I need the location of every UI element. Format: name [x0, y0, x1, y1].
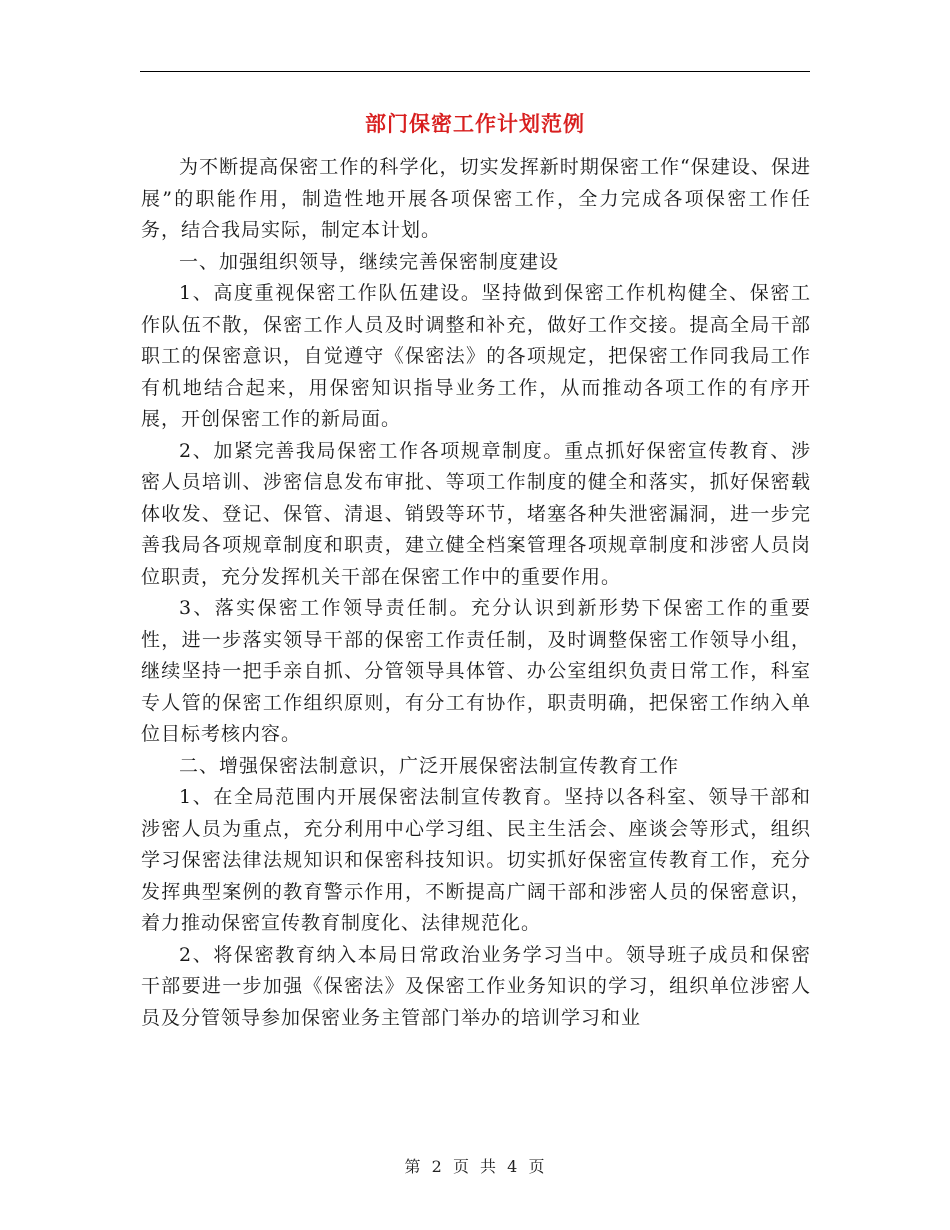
document-body [141, 152, 811, 1034]
page-footer [0, 1154, 950, 1177]
document-title: 部门保密工作计划范例 [365, 111, 585, 136]
footer-total-pages: 4 [507, 1157, 519, 1176]
footer-prefix: 第 [404, 1157, 422, 1176]
section-heading-2: 二、增强保密法制意识，广泛开展保密法制宣传教育工作 [179, 754, 680, 777]
paragraph-2-2: 2、将保密教育纳入本局日常政治业务学习当中。领导班子成员和保密干部要进一步加强《保密法》及保密工作业务知识的学习，组织单位涉密人员及分管领导参加保密业务主管部门举办的培训学习和业 [141, 943, 811, 1029]
paragraph-1-3: 3、落实保密工作领导责任制。充分认识到新形势下保密工作的重要性，进一步落实领导干部的保密工作责任制，及时调整保密工作领导小组，继续坚持一把手亲自抓、分管领导具体管、办公室组织负责日常工作，科室专人管的保密工作组织原则，有分工有协作，职责明确，把保密工作纳入单位目标考核内容。 [141, 597, 811, 745]
paragraph-1-1: 1、高度重视保密工作队伍建设。坚持做到保密工作机构健全、保密工作队伍不散，保密工作人员及时调整和补充，做好工作交接。提高全局干部职工的保密意识，自觉遵守《保密法》的各项规定，把保密工作同我局工作有机地结合起来，用保密知识指导业务工作，从而推动各项工作的有序开展，开创保密工作的新局面。 [141, 282, 811, 430]
footer-page-unit: 页 [452, 1157, 470, 1176]
paragraph-1-2: 2、加紧完善我局保密工作各项规章制度。重点抓好保密宣传教育、涉密人员培训、涉密信息发布审批、等项工作制度的健全和落实，抓好保密载体收发、登记、保管、清退、销毁等环节，堵塞各种失泄密漏洞，进一步完善我局各项规章制度和职责，建立健全档案管理各项规章制度和涉密人员岗位职责，充分发挥机关干部在保密工作中的重要作用。 [141, 439, 811, 588]
footer-page-number: 2 [431, 1157, 443, 1176]
paragraph-intro: 为不断提高保密工作的科学化，切实发挥新时期保密工作“保建设、保进展”的职能作用，制造性地开展各项保密工作，全力完成各项保密工作任务，结合我局实际，制定本计划。 [141, 156, 811, 241]
footer-total-prefix: 共 [480, 1157, 498, 1176]
footer-total-unit: 页 [528, 1157, 546, 1176]
paragraph-2-1: 1、在全局范围内开展保密法制宣传教育。坚持以各科室、领导干部和涉密人员为重点，充分利用中心学习组、民主生活会、座谈会等形式，组织学习保密法律法规知识和保密科技知识。切实抓好保密宣传教育工作，充分发挥典型案例的教育警示作用，不断提高广阔干部和涉密人员的保密意识，着力推动保密宣传教育制度化、法律规范化。 [141, 786, 811, 934]
header-rule [140, 71, 810, 72]
section-heading-1: 一、加强组织领导，继续完善保密制度建设 [179, 250, 560, 273]
